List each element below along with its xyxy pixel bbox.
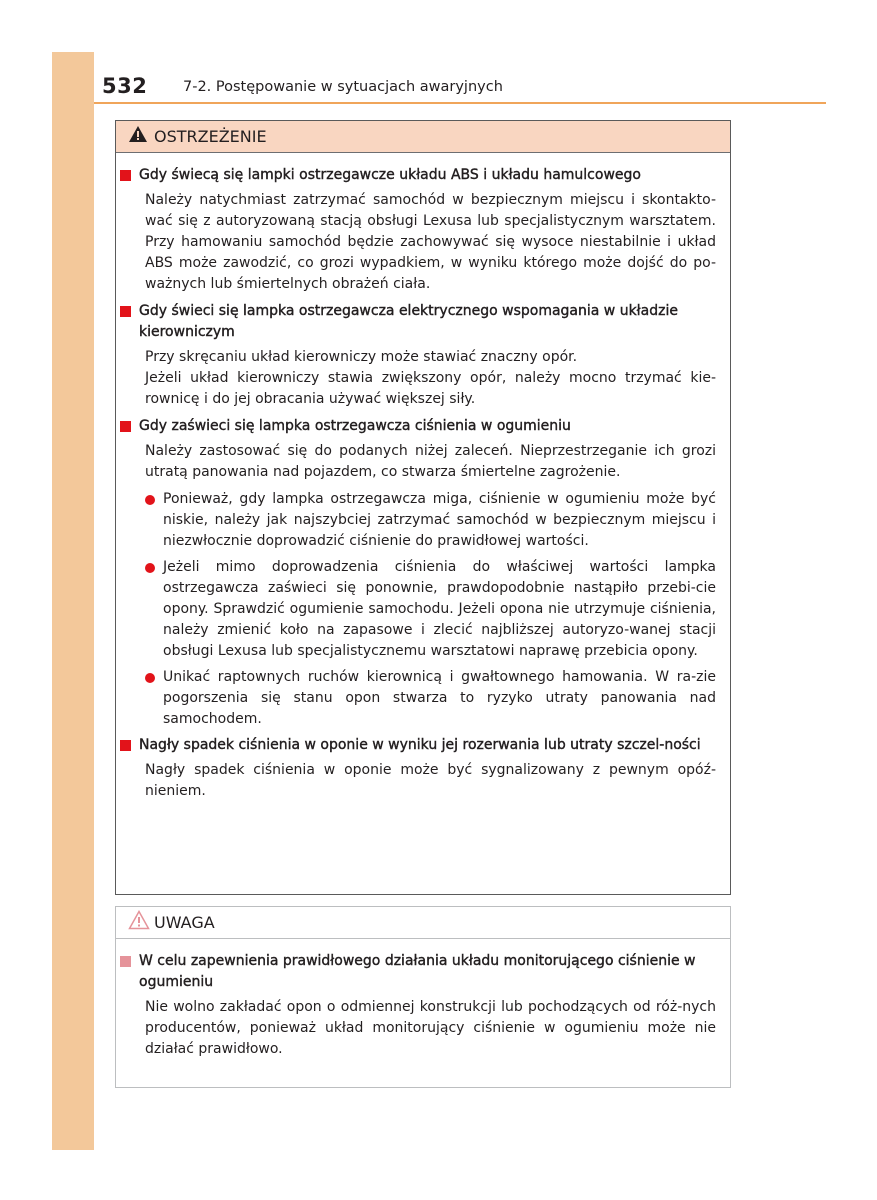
paragraph: Nagły spadek ciśnienia w oponie może być sygnalizowany z pewnym opóź-nieniem. — [145, 762, 716, 799]
bullet-item — [120, 557, 716, 662]
section-heading — [120, 165, 716, 186]
bullet-text: Unikać raptownych ruchów kierownicą i gwałtownego hamowania. W ra-zie pogorszenia się stanu opon stwarza to ryzyko utraty panowania nad samochodem. — [163, 669, 716, 727]
round-bullet-icon — [145, 495, 155, 505]
section-heading-text: Gdy świeci się lampka ostrzegawcza elektrycznego wspomagania w układzie kierowniczym — [139, 303, 678, 340]
section-heading-text: Nagły spadek ciśnienia w oponie w wyniku jej rozerwania lub utraty szczel-ności — [139, 737, 701, 753]
section-heading — [120, 301, 716, 343]
paragraph: Nie wolno zakładać opon o odmiennej konstrukcji lub pochodzących od róż-nych producentów, ponieważ układ monitorujący ciśnienie w ogumieniu może nie działać prawidłowo. — [145, 999, 716, 1057]
section-heading — [120, 416, 716, 437]
round-bullet-icon — [145, 673, 155, 683]
bullet-text: Ponieważ, gdy lampka ostrzegawcza miga, ciśnienie w ogumieniu może być niskie, należy jak najszybciej zatrzymać samochód w bezpiecznym miejscu i niezwłocznie doprowadzić ciśnienie do prawidłowej wartości. — [163, 491, 716, 549]
section-heading — [120, 735, 716, 756]
section-title: 7-2. Postępowanie w sytuacjach awaryjnych — [183, 79, 503, 95]
warning-box — [115, 120, 731, 895]
section-heading — [120, 951, 716, 993]
bullet-item — [120, 667, 716, 730]
header-rule — [94, 102, 826, 104]
warning-triangle-icon — [128, 125, 148, 148]
paragraph: Należy natychmiast zatrzymać samochód w bezpiecznym miejscu i skontakto-wać się z autoryzowaną stacją obsługi Lexusa lub specjalistycznym warsztatem. Przy hamowaniu samochód będzie zachowywać się wysoce niestabilnie i układ ABS może zawodzić, co grozi wypadkiem, w wyniku którego może dojść do po-ważnych lub śmiertelnych obrażeń ciała. — [145, 192, 716, 292]
square-bullet-icon — [120, 740, 131, 751]
section-heading-text: W celu zapewnienia prawidłowego działania układu monitorującego ciśnienie w ogumieniu — [139, 953, 696, 990]
caution-box — [115, 906, 731, 1088]
bullet-item — [120, 489, 716, 552]
warning-title: OSTRZEŻENIE — [154, 127, 267, 146]
paragraph — [120, 347, 716, 410]
side-color-strip — [52, 52, 94, 1150]
bullet-text: Jeżeli mimo doprowadzenia ciśnienia do właściwej wartości lampka ostrzegawcza zaświeci się ponownie, prawdopodobnie nastąpiło przebi-cie opony. Sprawdzić ogumienie samochodu. Jeżeli opona nie utrzymuje ciśnienia, należy zmienić koło na zapasowe i zlecić najbliższej autoryzo-wanej stacji obsługi Lexusa lub specjalistycznemu warsztatowi naprawę przebicia opony. — [163, 559, 716, 659]
section-heading-text: Gdy zaświeci się lampka ostrzegawcza ciśnienia w ogumieniu — [139, 418, 571, 434]
square-bullet-icon — [120, 170, 131, 181]
warning-box-header — [116, 121, 730, 153]
round-bullet-icon — [145, 563, 155, 573]
section-heading-text: Gdy świecą się lampki ostrzegawcze układu ABS i układu hamulcowego — [139, 167, 641, 183]
page-number: 532 — [102, 74, 148, 98]
square-bullet-icon — [120, 956, 131, 967]
caution-box-header — [116, 907, 730, 939]
paragraph: Należy zastosować się do podanych niżej zaleceń. Nieprzestrzeganie ich grozi utratą panowania nad pojazdem, co stwarza śmiertelne zagrożenie. — [145, 443, 716, 480]
caution-title: UWAGA — [154, 913, 215, 932]
paragraph-line: Przy skręcaniu układ kierowniczy może stawiać znaczny opór. — [145, 349, 578, 365]
square-bullet-icon — [120, 421, 131, 432]
paragraph-line: Jeżeli układ kierowniczy stawia zwiększony opór, należy mocno trzymać kie-rownicę i do jej obracania używać większej siły. — [145, 370, 716, 407]
caution-triangle-icon — [128, 910, 150, 935]
square-bullet-icon — [120, 306, 131, 317]
